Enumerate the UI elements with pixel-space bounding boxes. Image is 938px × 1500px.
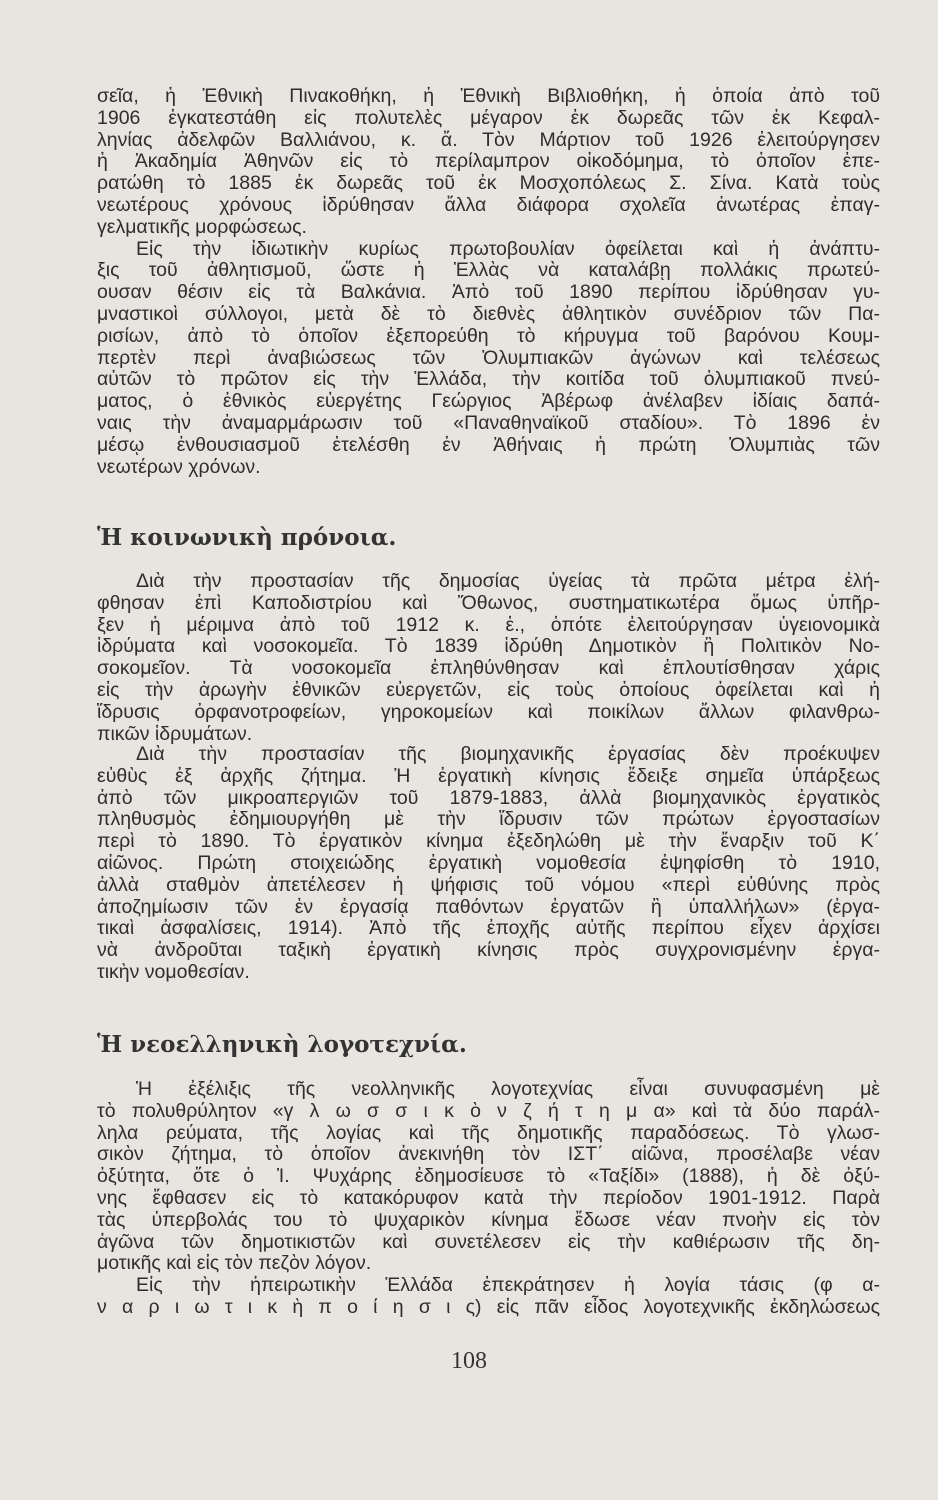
text-line: ὀξύτητα, ὅτε ὁ Ἰ. Ψυχάρης ἐδημοσίευσε τὸ «Ταξίδι» (1888), ἡ δὲ ὀξύ-	[97, 1165, 880, 1188]
text-line: νης ἔφθασεν εἰς τὸ κατακόρυφον κατὰ τὴν περίοδον 1901-1912. Παρὰ	[97, 1186, 880, 1209]
text-line: ἀπὸ τῶν μικροαπεργιῶν τοῦ 1879-1883, ἀλλὰ βιομηχανικὸς ἐργατικὸς	[97, 786, 880, 809]
text-line: ξεν ἡ μέριμνα ἀπὸ τοῦ 1912 κ. ἑ., ὁπότε ἐλειτούργησαν ὑγειονομικὰ	[97, 613, 880, 636]
text-line: τικὴν νομοθεσίαν.	[97, 960, 250, 983]
text-line: εἰς τὴν ἀρωγὴν ἐθνικῶν εὐεργετῶν, εἰς τοὺς ὁποίους ὀφείλεται καὶ ἡ	[97, 678, 880, 701]
text-line: ρισίων, ἀπὸ τὸ ὁποῖον ἐξεπορεύθη τὸ κήρυγμα τοῦ βαρόνου Κουμ-	[97, 324, 880, 347]
text-line: φθησαν ἐπὶ Καποδιστρίου καὶ Ὄθωνος, συστηματικωτέρα ὅμως ὑπῆρ-	[97, 591, 880, 614]
text-line: μναστικοὶ σύλλογοι, μετὰ δὲ τὸ διεθνὲς ἀθλητικὸν συνέδριον τῶν Πα-	[97, 302, 880, 325]
text-line: ν α ρ ι ω τ ι κ ὴ π ο ί η σ ι ς) εἰς πᾶν εἶδος λογοτεχνικῆς ἐκδηλώσεως	[97, 1295, 880, 1318]
text-line: ἵδρυσις ὀρφανοτροφείων, γηροκομείων καὶ ποικίλων ἄλλων φιλανθρω-	[97, 700, 880, 723]
text-line: τὸ πολυθρύλητον «γ λ ω σ σ ι κ ὸ ν ζ ή τ η μ α» καὶ τὰ δύο παράλ-	[97, 1099, 880, 1122]
text-line: Διὰ τὴν προστασίαν τῆς βιομηχανικῆς ἐργασίας δὲν προέκυψεν	[136, 743, 880, 765]
text-line: 1906 ἐγκατεστάθη εἰς πολυτελὲς μέγαρον ἐκ δωρεᾶς τῶν ἐκ Κεφαλ-	[97, 106, 880, 129]
text-line: ληλα ρεύματα, τῆς λογίας καὶ τῆς δημοτικῆς παραδόσεως. Τὸ γλωσ-	[97, 1121, 880, 1144]
text-line: μέσῳ ἐνθουσιασμοῦ ἐτελέσθη ἐν Ἀθήναις ἡ πρώτη Ὀλυμπιὰς τῶν	[97, 433, 880, 456]
text-line: νεωτέρων χρόνων.	[97, 455, 261, 478]
text-line: μοτικῆς καὶ εἰς τὸν πεζὸν λόγον.	[97, 1252, 372, 1275]
text-line: ἀλλὰ σταθμὸν ἀπετέλεσεν ἡ ψήφισις τοῦ νόμου «περὶ εὐθύνης πρὸς	[97, 873, 880, 896]
text-line: τὰς ὑπερβολάς του τὸ ψυχαρικὸν κίνημα ἔδωσε νέαν πνοὴν εἰς τὸν	[97, 1208, 880, 1231]
text-line: εὐθὺς ἐξ ἀρχῆς ζήτημα. Ἡ ἐργατικὴ κίνησις ἔδειξε σημεῖα ὑπάρξεως	[97, 764, 880, 787]
text-line: γελματικῆς μορφώσεως.	[97, 215, 307, 238]
text-line: ἀποζημίωσιν τῶν ἐν ἐργασίᾳ παθόντων ἐργατῶν ἢ ὑπαλλήλων» (ἐργα-	[97, 895, 880, 918]
page-number: 108	[451, 1348, 487, 1374]
text-line: ληνίας ἀδελφῶν Βαλλιάνου, κ. ἄ. Τὸν Μάρτιον τοῦ 1926 ἐλειτούργησεν	[97, 128, 880, 151]
paragraph-block	[97, 571, 880, 745]
text-line: ἱδρύματα καὶ νοσοκομεῖα. Τὸ 1839 ἱδρύθη Δημοτικὸν ἢ Πολιτικὸν Νο-	[97, 635, 880, 658]
section-heading: Ἡ κοινωνικὴ πρόνοια.	[97, 524, 397, 551]
text-line: πικῶν ἱδρυμάτων.	[97, 722, 253, 745]
section-heading: Ἡ νεοελληνικὴ λογοτεχνία.	[97, 1031, 467, 1058]
text-line: αὐτῶν τὸ πρῶτον εἰς τὴν Ἑλλάδα, τὴν κοιτίδα τοῦ ὀλυμπιακοῦ πνεύ-	[97, 368, 880, 391]
text-line: Ἡ ἐξέλιξις τῆς νεολληνικῆς λογοτεχνίας εἶναι συνυφασμένη μὲ	[136, 1078, 880, 1100]
text-line: τικαὶ ἀσφαλίσεις, 1914). Ἀπὸ τῆς ἐποχῆς αὐτῆς περίπου εἶχεν ἀρχίσει	[97, 917, 880, 940]
text-line: ουσαν θέσιν εἰς τὰ Βαλκάνια. Ἀπὸ τοῦ 1890 περίπου ἱδρύθησαν γυ-	[97, 281, 880, 304]
text-line: πληθυσμὸς ἐδημιουργήθη μὲ τὴν ἵδρυσιν τῶν πρώτων ἐργοστασίων	[97, 808, 880, 831]
text-line: ἡ Ἀκαδημία Ἀθηνῶν εἰς τὸ περίλαμπρον οἰκοδόμημα, τὸ ὁποῖον ἐπε-	[97, 150, 880, 173]
paragraph-block	[97, 239, 880, 479]
paragraph-block	[97, 1275, 880, 1319]
text-line: ἀγῶνα τῶν δημοτικιστῶν καὶ συνετέλεσεν εἰς τὴν καθιέρωσιν τῆς δη-	[97, 1230, 880, 1253]
text-line: ρατώθη τὸ 1885 ἐκ δωρεᾶς τοῦ ἐκ Μοσχοπόλεως Σ. Σίνα. Κατὰ τοὺς	[97, 172, 880, 195]
paragraph-block	[97, 744, 880, 984]
paragraph-block	[97, 1079, 880, 1275]
text-line: σικὸν ζήτημα, τὸ ὁποῖον ἀνεκινήθη τὸν ΙΣΤ΄ αἰῶνα, προσέλαβε νέαν	[97, 1143, 880, 1166]
text-line: περτὲν περὶ ἀναβιώσεως τῶν Ὀλυμπιακῶν ἀγώνων καὶ τελέσεως	[97, 346, 880, 369]
text-line: Εἰς τὴν ἠπειρωτικὴν Ἑλλάδα ἐπεκράτησεν ἡ λογία τάσις (φ α-	[136, 1274, 880, 1296]
text-line: ναις τὴν ἀναμαρμάρωσιν τοῦ «Παναθηναϊκοῦ σταδίου». Τὸ 1896 ἐν	[97, 411, 880, 434]
text-line: νὰ ἀνδροῦται ταξικὴ ἐργατικὴ κίνησις πρὸς συγχρονισμένην ἐργα-	[97, 939, 880, 962]
text-line: περὶ τὸ 1890. Τὸ ἐργατικὸν κίνημα ἐξεδηλώθη μὲ τὴν ἔναρξιν τοῦ Κ΄	[97, 830, 880, 853]
text-line: ματος, ὁ ἐθνικὸς εὐεργέτης Γεώργιος Ἀβέρωφ ἀνέλαβεν ἰδίαις δαπά-	[97, 390, 880, 413]
text-line: Εἰς τὴν ἰδιωτικὴν κυρίως πρωτοβουλίαν ὀφείλεται καὶ ἡ ἀνάπτυ-	[136, 237, 880, 260]
text-line: Διὰ τὴν προστασίαν τῆς δημοσίας ὑγείας τὰ πρῶτα μέτρα ἐλή-	[136, 570, 880, 592]
text-line: σεῖα, ἡ Ἐθνικὴ Πινακοθήκη, ἡ Ἐθνικὴ Βιβλιοθήκη, ἡ ὁποία ἀπὸ τοῦ	[97, 85, 880, 107]
text-line: σοκομεῖον. Τὰ νοσοκομεῖα ἐπληθύνθησαν καὶ ἐπλουτίσθησαν χάρις	[97, 657, 880, 680]
text-line: ξις τοῦ ἀθλητισμοῦ, ὥστε ἡ Ἑλλὰς νὰ καταλάβῃ πολλάκις πρωτεύ-	[97, 259, 880, 282]
text-line: νεωτέρους χρόνους ἱδρύθησαν ἄλλα διάφορα σχολεῖα ἀνωτέρας ἐπαγ-	[97, 193, 880, 216]
paragraph-block	[97, 86, 880, 239]
text-line: αἰῶνος. Πρώτη στοιχειώδης ἐργατικὴ νομοθεσία ἐψηφίσθη τὸ 1910,	[97, 851, 880, 874]
